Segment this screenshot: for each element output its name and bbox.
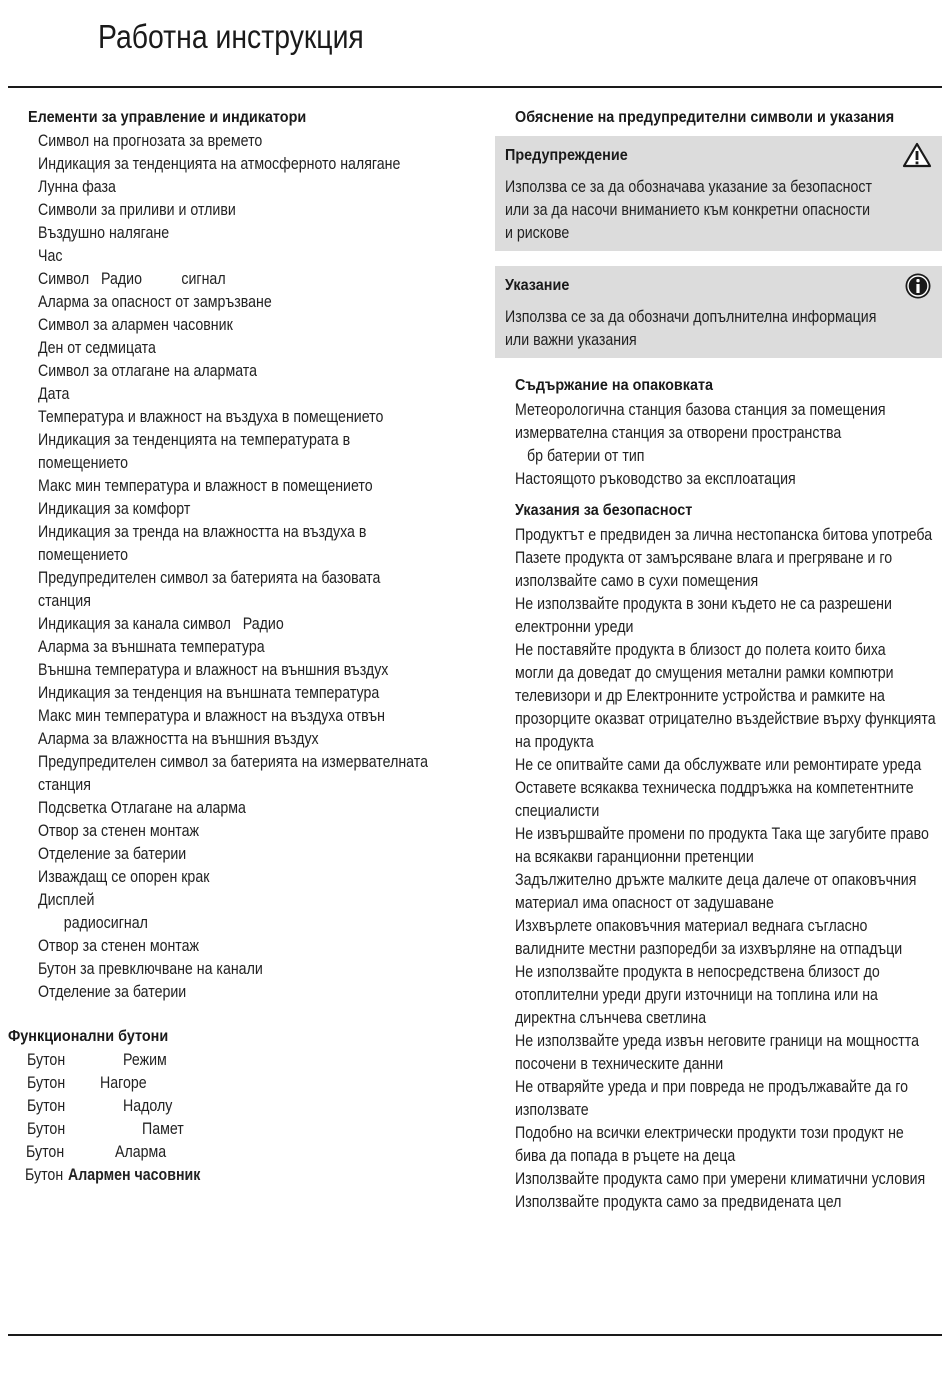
list-item: Символи за приливи и отливи	[38, 201, 236, 219]
list-item: станция	[38, 776, 91, 794]
function-button-row	[0, 1072, 470, 1095]
list-item: Индикация за тренда на влажността на въздуха в	[38, 523, 367, 541]
list-item: електронни уреди	[515, 618, 634, 636]
list-item: валидните местни разпоредби за изхвърляне на отпадъци	[515, 940, 903, 958]
button-label: Режим	[123, 1051, 167, 1069]
list-item: Използвайте продукта само за предвидената цел	[515, 1193, 842, 1211]
list-item: Подобно на всички електрически продукти този продукт не	[515, 1124, 904, 1142]
list-item: радиосигнал	[63, 914, 148, 932]
list-item: бива да попада в ръцете на деца	[515, 1147, 736, 1165]
list-item: Индикация за комфорт	[38, 500, 191, 518]
button-word: Бутон	[27, 1097, 66, 1115]
list-item: прозорците оказват отрицателно въздействие върху функцията	[515, 710, 936, 728]
warning-text: Използва се за да обозначава указание за безопасност	[505, 178, 872, 196]
left-column	[0, 106, 470, 1187]
controls-heading: Елементи за управление и индикатори	[28, 109, 307, 126]
button-label: Алармен часовник	[68, 1166, 201, 1184]
list-item: Индикация за тенденцията на атмосферното налягане	[38, 155, 401, 173]
right-column	[495, 106, 942, 1214]
list-item: отоплителни уреди други източници на топлина или на	[515, 986, 878, 1004]
list-item: Не използвайте продукта в непосредствена близост до	[515, 963, 880, 981]
safety-section	[515, 499, 942, 1214]
list-item: Предупредителен символ за батерията на измервателната	[38, 753, 428, 771]
button-word: Бутон	[27, 1051, 66, 1069]
list-item: Не поставяйте продукта в близост до полета които биха	[515, 641, 886, 659]
list-item: Бутон за превключване на канали	[38, 960, 263, 978]
list-item: Символ Радио сигнал	[38, 270, 226, 288]
list-item: телевизори и др Електронните устройства и рамките на	[515, 687, 885, 705]
list-item: Лунна фаза	[38, 178, 116, 196]
list-item: Аларма за влажността на външния въздух	[38, 730, 319, 748]
button-label: Нагоре	[100, 1074, 147, 1092]
list-item: Въздушно налягане	[38, 224, 170, 242]
button-word: Бутон	[26, 1143, 65, 1161]
page-title: Работна инструкция	[98, 18, 364, 55]
info-icon	[904, 272, 932, 305]
header-divider	[8, 86, 942, 88]
list-item: Метеорологична станция базова станция за помещения	[515, 401, 886, 419]
safety-list	[515, 524, 942, 1214]
package-heading: Съдържание на опаковката	[515, 377, 714, 394]
button-word: Бутон	[27, 1074, 66, 1092]
list-item: Отделение за батерии	[38, 983, 187, 1001]
list-item: Изваждащ се опорен крак	[38, 868, 210, 886]
list-item: използвате	[515, 1101, 589, 1119]
list-item: на продукта	[515, 733, 594, 751]
button-label: Памет	[142, 1120, 184, 1138]
list-item: Индикация за тенденция на външната температура	[38, 684, 380, 702]
list-item: Символ за алармен часовник	[38, 316, 233, 334]
list-item: Предупредителен символ за батерията на базовата	[38, 569, 381, 587]
list-item: Изхвърлете опаковъчния материал веднага съгласно	[515, 917, 868, 935]
list-item: Отвор за стенен монтаж	[38, 822, 200, 840]
list-item: помещението	[38, 546, 129, 564]
list-item: Продуктът е предвиден за лична нестопанска битова употреба	[515, 526, 933, 544]
list-item: измервателна станция за отворени пространства	[515, 424, 842, 442]
list-item: Отделение за батерии	[38, 845, 187, 863]
button-label: Аларма	[115, 1143, 167, 1161]
list-item: Не използвайте уреда извън неговите граници на мощността	[515, 1032, 919, 1050]
list-item: Дисплей	[38, 891, 95, 909]
list-item: използвайте само в сухи помещения	[515, 572, 759, 590]
note-box	[495, 266, 942, 358]
warning-triangle-icon	[902, 142, 932, 173]
function-button-row	[0, 1118, 470, 1141]
list-item: Символ на прогнозата за времето	[38, 132, 263, 150]
note-title: Указание	[505, 277, 570, 294]
function-button-row	[0, 1141, 470, 1164]
list-item: Настоящото ръководство за експлоатация	[515, 470, 796, 488]
list-item: помещението	[38, 454, 129, 472]
list-item: Не извършвайте промени по продукта Така ще загубите право	[515, 825, 929, 843]
warning-box	[495, 136, 942, 251]
footer-divider	[8, 1334, 942, 1336]
function-button-row	[0, 1164, 470, 1187]
list-item: бр батерии от тип	[527, 447, 645, 465]
function-button-row	[0, 1049, 470, 1072]
list-item: директна слънчева светлина	[515, 1009, 707, 1027]
safety-heading: Указания за безопасност	[515, 502, 693, 519]
list-item: Използвайте продукта само при умерени климатични условия	[515, 1170, 926, 1188]
list-item: Символ за отлагане на алармата	[38, 362, 258, 380]
list-item: Ден от седмицата	[38, 339, 156, 357]
function-button-row	[0, 1095, 470, 1118]
list-item: Пазете продукта от замърсяване влага и прегряване и го	[515, 549, 893, 567]
function-buttons-heading: Функционални бутони	[8, 1028, 169, 1045]
list-item: специалисти	[515, 802, 600, 820]
list-item: Оставете всякаква техническа поддръжка на компетентните	[515, 779, 914, 797]
list-item: Час	[38, 247, 63, 265]
list-item: Задължително дръжте малките деца далече от опаковъчния	[515, 871, 917, 889]
controls-list	[38, 130, 470, 1004]
list-item: Аларма за външната температура	[38, 638, 265, 656]
list-item: Аларма за опасност от замръзване	[38, 293, 272, 311]
list-item: Подсветка Отлагане на аларма	[38, 799, 246, 817]
note-text: или важни указания	[505, 331, 637, 349]
list-item: Макс мин температура и влажност на въздуха отвън	[38, 707, 385, 725]
warning-text: или за да насочи вниманието към конкретни опасности	[505, 201, 871, 219]
function-buttons-list	[0, 1049, 470, 1187]
list-item: Не се опитвайте сами да обслужвате или ремонтирате уреда	[515, 756, 922, 774]
list-item: на всякакви гаранционни претенции	[515, 848, 754, 866]
button-word: Бутон	[25, 1166, 64, 1184]
list-item: Отвор за стенен монтаж	[38, 937, 200, 955]
list-item: материал има опасност от задушаване	[515, 894, 774, 912]
note-text: Използва се за да обозначи допълнителна информация	[505, 308, 877, 326]
list-item: Не използвайте продукта в зони където не са разрешени	[515, 595, 892, 613]
list-item: посочени в техническите данни	[515, 1055, 724, 1073]
list-item: станция	[38, 592, 91, 610]
list-item: Температура и влажност на въздуха в помещението	[38, 408, 384, 426]
button-label: Надолу	[123, 1097, 173, 1115]
warning-title: Предупреждение	[505, 147, 628, 164]
button-word: Бутон	[27, 1120, 66, 1138]
warning-text: и рискове	[505, 224, 570, 242]
notices-heading: Обяснение на предупредителни символи и указания	[515, 109, 895, 126]
list-item: могли да доведат до смущения метални рамки компютри	[515, 664, 894, 682]
list-item: Дата	[38, 385, 70, 403]
list-item: Не отваряйте уреда и при повреда не продължавайте да го	[515, 1078, 909, 1096]
list-item: Индикация за тенденцията на температурата в	[38, 431, 351, 449]
list-item: Външна температура и влажност на външния въздух	[38, 661, 389, 679]
list-item: Макс мин температура и влажност в помещението	[38, 477, 373, 495]
package-contents-section	[515, 374, 942, 491]
list-item: Индикация за канала символ Радио	[38, 615, 284, 633]
